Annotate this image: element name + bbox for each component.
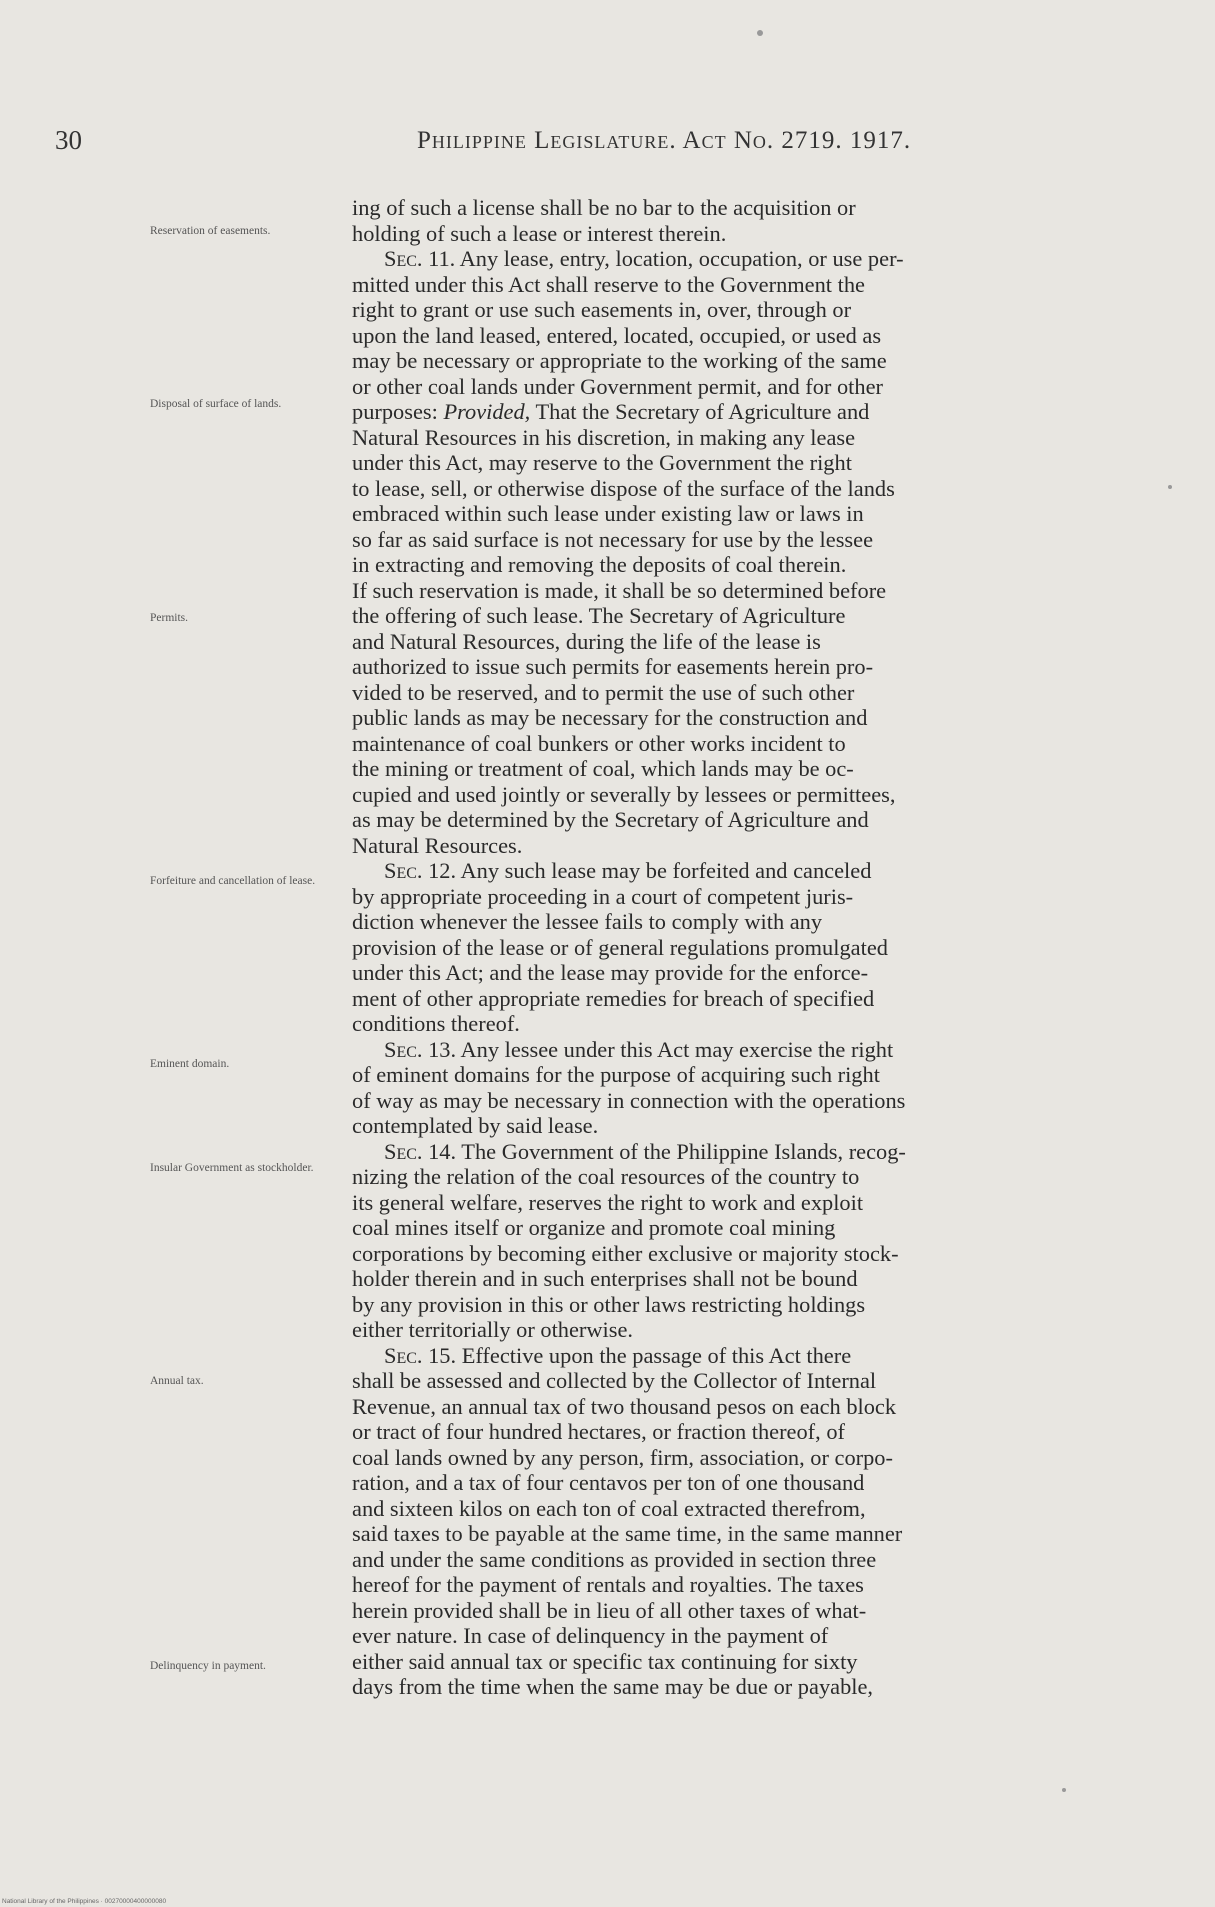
text-line: Revenue, an annual tax of two thousand pesos on each block xyxy=(352,1393,897,1419)
text-line: Sec. 14. The Government of the Philippine Islands, recog- xyxy=(384,1138,906,1164)
text-line: upon the land leased, entered, located, occupied, or used as xyxy=(352,322,882,348)
text-line: to lease, sell, or otherwise dispose of the surface of the lands xyxy=(352,475,895,501)
text-line: shall be assessed and collected by the Collector of Internal xyxy=(352,1368,877,1393)
text-line: said taxes to be payable at the same time, in the same manner xyxy=(352,1521,903,1546)
text-line: Sec. 11. Any lease, entry, location, occupation, or use per- xyxy=(384,246,904,271)
proviso: Provided, xyxy=(443,399,531,424)
text-line: either territorially or otherwise. xyxy=(352,1317,634,1342)
text-line: coal lands owned by any person, firm, association, or corpo- xyxy=(352,1444,893,1470)
text-line: its general welfare, reserves the right to work and exploit xyxy=(352,1189,864,1215)
text-line: in extracting and removing the deposits of coal therein. xyxy=(352,552,847,577)
running-head: Philippine Legislature. Act No. 2719. 1917. xyxy=(417,127,912,154)
text-line: ment of other appropriate remedies for breach of specified xyxy=(352,985,875,1011)
margin-note: Eminent domain. xyxy=(150,1058,230,1070)
text-line: Natural Resources. xyxy=(352,832,523,858)
text-line: corporations by becoming either exclusive or majority stock- xyxy=(352,1240,899,1266)
text-line: or other coal lands under Government permit, and for other xyxy=(352,373,883,399)
scan-speck xyxy=(757,30,763,36)
text-line: nizing the relation of the coal resources of the country to xyxy=(352,1164,860,1189)
text-line: If such reservation is made, it shall be so determined before xyxy=(352,577,887,603)
text-line: and under the same conditions as provided in section three xyxy=(352,1546,877,1572)
text-line: Natural Resources in his discretion, in making any lease xyxy=(352,424,856,450)
margin-note: Disposal of surface of lands. xyxy=(150,398,282,410)
section-number: Sec. 14. xyxy=(384,1138,457,1164)
text-line: as may be determined by the Secretary of Agriculture and xyxy=(352,807,869,832)
text-line: hereof for the payment of rentals and royalties. The taxes xyxy=(352,1572,864,1597)
section-number: Sec. 12. xyxy=(384,858,457,883)
text-line: coal mines itself or organize and promote coal mining xyxy=(352,1215,836,1240)
text-line: Sec. 13. Any lessee under this Act may exercise the right xyxy=(384,1036,894,1062)
margin-note: Delinquency in payment. xyxy=(150,1660,266,1672)
section-number: Sec. 15. xyxy=(384,1342,457,1368)
text-line: ration, and a tax of four centavos per ton of one thousand xyxy=(352,1470,865,1495)
text-line: ing of such a license shall be no bar to the acquisition or xyxy=(352,195,856,220)
text-line: purposes: Provided, That the Secretary of Agriculture and xyxy=(352,399,870,424)
text-line: and Natural Resources, during the life of the lease is xyxy=(352,628,821,654)
text-line: either said annual tax or specific tax continuing for sixty xyxy=(352,1648,858,1674)
page-number: 30 xyxy=(55,125,82,155)
text-line: of way as may be necessary in connection with the operations xyxy=(352,1087,906,1113)
scan-speck xyxy=(1062,1788,1066,1792)
text-line: herein provided shall be in lieu of all other taxes of what- xyxy=(352,1597,867,1623)
text-line: embraced within such lease under existing law or laws in xyxy=(352,501,864,526)
text-line: of eminent domains for the purpose of acquiring such right xyxy=(352,1062,880,1087)
text-line: Sec. 12. Any such lease may be forfeited and canceled xyxy=(384,858,872,883)
section-number: Sec. 13. xyxy=(384,1036,457,1062)
text-line: under this Act; and the lease may provide for the enforce- xyxy=(352,960,869,985)
text-line: vided to be reserved, and to permit the use of such other xyxy=(352,679,855,705)
text-line: mitted under this Act shall reserve to the Government the xyxy=(352,271,865,297)
text-line: may be necessary or appropriate to the working of the same xyxy=(352,348,887,373)
margin-note: Insular Government as stockholder. xyxy=(150,1162,314,1174)
page-header xyxy=(55,125,1075,165)
text-line: maintenance of coal bunkers or other works incident to xyxy=(352,730,846,756)
text-line: diction whenever the lessee fails to comply with any xyxy=(352,909,823,934)
text-line: and sixteen kilos on each ton of coal extracted therefrom, xyxy=(352,1495,866,1521)
text-line: authorized to issue such permits for easements herein pro- xyxy=(352,654,874,679)
text-line: the offering of such lease. The Secretary of Agriculture xyxy=(352,603,846,628)
text-line: conditions thereof. xyxy=(352,1011,520,1036)
text-line: public lands as may be necessary for the construction and xyxy=(352,705,868,730)
text-line: days from the time when the same may be due or payable, xyxy=(352,1674,874,1699)
text-line: provision of the lease or of general regulations promulgated xyxy=(352,934,888,960)
text-line: contemplated by said lease. xyxy=(352,1113,599,1138)
scan-speck xyxy=(1168,485,1172,489)
text-line: ever nature. In case of delinquency in the payment of xyxy=(352,1623,829,1648)
text-line: cupied and used jointly or severally by lessees or permittees, xyxy=(352,781,896,807)
text-line: by any provision in this or other laws restricting holdings xyxy=(352,1291,866,1317)
text-line: the mining or treatment of coal, which lands may be oc- xyxy=(352,756,854,781)
scan-footer: National Library of the Philippines · 00270000400000080 xyxy=(2,1898,167,1905)
text-line: holder therein and in such enterprises shall not be bound xyxy=(352,1266,858,1291)
margin-note: Reservation of easements. xyxy=(150,225,271,237)
text-line: under this Act, may reserve to the Government the right xyxy=(352,450,852,475)
text-line: Sec. 15. Effective upon the passage of this Act there xyxy=(384,1342,852,1368)
text-line: right to grant or use such easements in, over, through or xyxy=(352,297,852,322)
text-line: by appropriate proceeding in a court of competent juris- xyxy=(352,883,854,909)
section-number: Sec. 11. xyxy=(384,246,456,271)
margin-note: Permits. xyxy=(150,612,189,624)
text-line: so far as said surface is not necessary for use by the lessee xyxy=(352,526,874,552)
text-line: holding of such a lease or interest therein. xyxy=(352,220,727,246)
text-line: or tract of four hundred hectares, or fraction thereof, of xyxy=(352,1419,845,1444)
body-text xyxy=(352,195,1130,1700)
margin-note: Forfeiture and cancellation of lease. xyxy=(150,875,316,887)
margin-note: Annual tax. xyxy=(150,1375,204,1387)
